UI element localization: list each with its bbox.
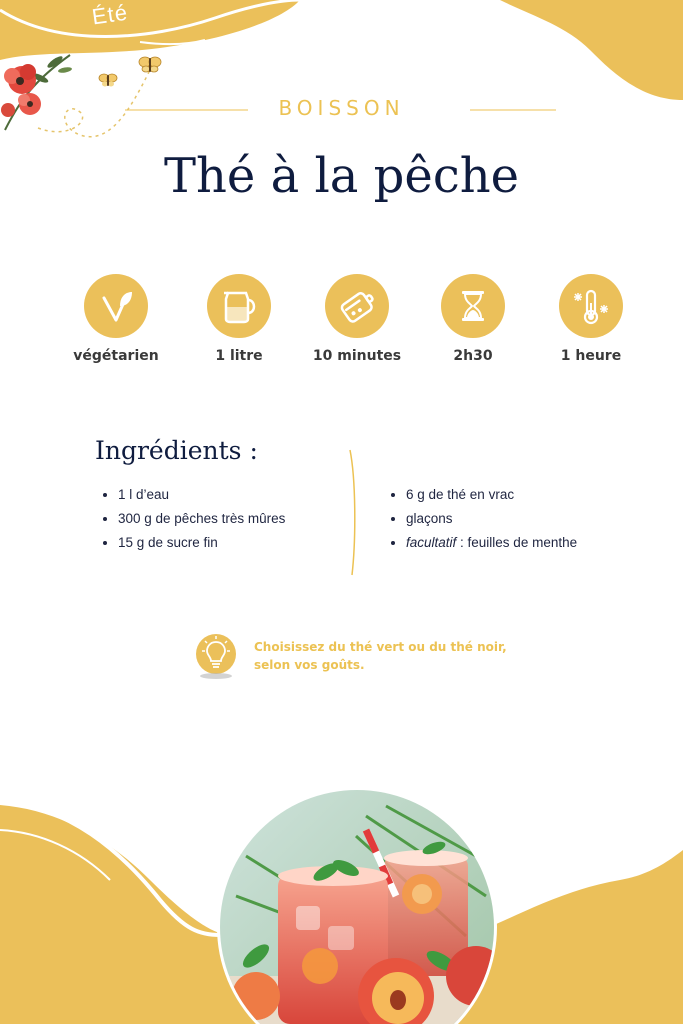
tip-line: selon vos goûts. [254, 658, 365, 672]
optional-tag: facultatif [406, 535, 457, 550]
ingredient-item: • 15 g de sucre fin [118, 531, 285, 555]
lightbulb-icon [194, 632, 238, 680]
ingredient-item: • glaçons [406, 507, 577, 531]
feature-label: 2h30 [453, 348, 493, 364]
page-title: Thé à la pêche [163, 148, 520, 204]
cutting-board-icon [336, 285, 378, 327]
vegetarian-leaf-icon [96, 286, 136, 326]
feature-vegetarian [56, 274, 176, 364]
tip-line: Choisissez du thé vert ou du thé noir, [254, 640, 507, 654]
recipe-category: BOISSON [278, 96, 405, 120]
feature-quantity [179, 274, 299, 364]
thermometer-snowflake-icon [570, 285, 612, 327]
tip-text [254, 638, 554, 674]
ingredient-item: • 300 g de pêches très mûres [118, 507, 285, 531]
feature-label: 1 heure [560, 348, 622, 364]
ingredients-title: Ingrédients : [95, 436, 258, 465]
feature-prep-time [297, 274, 417, 364]
feature-label: 10 minutes [312, 348, 402, 364]
pitcher-icon [218, 285, 260, 327]
ingredients-list-left [102, 483, 285, 555]
feature-label: 1 litre [215, 348, 263, 364]
hourglass-icon [453, 286, 493, 326]
optional-text: : feuilles de menthe [456, 535, 578, 550]
ingredient-item: • 6 g de thé en vrac [406, 483, 577, 507]
ingredient-item: • 1 l d’eau [118, 483, 285, 507]
season-label: Été [90, 0, 130, 30]
ingredient-item-optional [406, 531, 577, 555]
feature-rest-time [413, 274, 533, 364]
feature-cooling-time [531, 274, 651, 364]
butterfly-icon [98, 72, 118, 88]
peach-tea-photo [216, 786, 498, 1024]
ingredients-list-right [390, 483, 577, 555]
feature-label: végétarien [73, 348, 159, 364]
butterfly-icon [138, 54, 162, 74]
flower-decoration [0, 40, 80, 135]
